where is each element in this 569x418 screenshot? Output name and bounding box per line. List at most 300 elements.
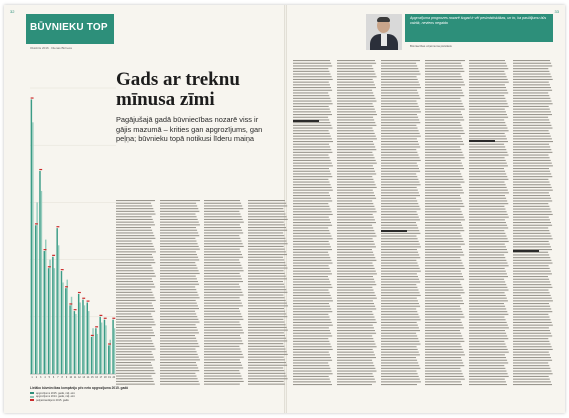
body-text-line (116, 241, 152, 242)
body-text-line (469, 241, 509, 242)
body-text-line (513, 65, 552, 66)
body-text-line (116, 357, 154, 358)
body-text-line (513, 381, 551, 382)
body-text-line (425, 333, 461, 334)
body-text-line (513, 271, 551, 272)
body-text-line (337, 122, 375, 123)
body-text-line (293, 225, 332, 226)
body-text-line (381, 111, 421, 112)
body-text-line (513, 327, 549, 328)
body-text-line (513, 146, 550, 147)
body-text-line (293, 284, 331, 285)
body-text-line (513, 311, 552, 312)
body-text-line (513, 292, 550, 293)
bar-2015 (65, 288, 66, 374)
body-text-line (469, 87, 506, 88)
body-text-line (337, 92, 373, 93)
body-text-line (381, 384, 417, 385)
body-text-line (513, 128, 553, 129)
body-text-line (513, 79, 553, 80)
body-text-line (116, 262, 155, 263)
body-text-line (116, 351, 152, 352)
body-text-line (469, 344, 506, 345)
body-text-line (425, 222, 461, 223)
body-text-line (293, 133, 330, 134)
body-text-line (425, 71, 464, 72)
body-text-line (469, 260, 506, 261)
body-text-line (248, 276, 286, 277)
body-text-line (425, 317, 465, 318)
bar-2015 (112, 320, 113, 374)
body-text-line (381, 335, 417, 336)
body-text-line (469, 79, 508, 80)
body-text-line (204, 251, 241, 252)
body-text-line (425, 184, 461, 185)
body-text-line (248, 289, 286, 290)
body-text-line (248, 308, 284, 309)
body-text-line (469, 98, 505, 99)
body-text-line (337, 79, 373, 80)
body-text-line (425, 352, 464, 353)
bar-2014 (88, 311, 89, 374)
body-text-line (248, 227, 286, 228)
body-text-line (248, 362, 286, 363)
body-text-line (160, 340, 197, 341)
body-text-line (381, 165, 418, 166)
body-text-line (337, 276, 373, 277)
body-text-line (160, 200, 200, 201)
body-text-line (204, 359, 240, 360)
body-text-line (381, 322, 417, 323)
body-text-line (425, 122, 460, 123)
body-text-line (381, 133, 420, 134)
body-text-line (513, 233, 550, 234)
body-text-line (381, 76, 417, 77)
body-text-line (160, 316, 197, 317)
body-text-line (469, 233, 505, 234)
body-text-line (381, 168, 419, 169)
body-text-line (116, 376, 152, 377)
body-text-line (337, 279, 374, 280)
body-text-line (337, 246, 376, 247)
tick-label: 17 (99, 376, 103, 379)
body-text-line (248, 384, 285, 385)
tick-label: 10 (69, 376, 73, 379)
bar-2014 (58, 245, 59, 374)
body-text-line (204, 357, 244, 358)
body-text-line (469, 284, 506, 285)
body-text-line (116, 297, 155, 298)
body-text-line (293, 236, 332, 237)
tick-label: 8 (61, 376, 63, 379)
body-text-line (160, 241, 197, 242)
body-text-line (116, 370, 154, 371)
body-text-line (160, 227, 196, 228)
body-text-line (425, 306, 460, 307)
body-text-line (293, 160, 331, 161)
body-text-line (337, 111, 376, 112)
body-text-line (469, 111, 506, 112)
body-text-line (469, 63, 506, 64)
body-text-line (513, 133, 550, 134)
body-text-line (469, 230, 504, 231)
body-text-line (425, 117, 463, 118)
body-text-line (381, 206, 419, 207)
body-text-line (204, 224, 240, 225)
bar-2015 (31, 99, 32, 374)
body-text-line (248, 370, 284, 371)
body-text-line (337, 133, 375, 134)
body-text-line (425, 87, 461, 88)
bar-2015 (35, 225, 36, 374)
body-text-line (425, 79, 463, 80)
bar-2015 (44, 251, 45, 374)
body-text-line (337, 179, 373, 180)
body-text-line (116, 222, 154, 223)
body-text-line (160, 268, 198, 269)
body-text-line (469, 317, 505, 318)
body-text-line (204, 338, 241, 339)
body-text-line (248, 303, 287, 304)
body-text-line (513, 211, 552, 212)
body-text-line (513, 122, 550, 123)
body-text-line (513, 368, 550, 369)
body-text-line (204, 297, 240, 298)
body-text-line (513, 144, 549, 145)
body-text-line (204, 340, 242, 341)
body-text-line (381, 225, 417, 226)
body-text-line (248, 265, 286, 266)
body-text-line (425, 125, 461, 126)
body-text-line (425, 246, 461, 247)
body-text-line (204, 332, 244, 333)
body-text-line (425, 176, 462, 177)
body-text-line (513, 168, 549, 169)
body-text-line (160, 362, 196, 363)
body-text-line (381, 306, 420, 307)
bar-2014 (97, 334, 98, 374)
body-text-line (248, 249, 285, 250)
body-text-line (248, 214, 286, 215)
body-text-line (204, 222, 244, 223)
body-text-line (469, 268, 505, 269)
body-text-line (248, 340, 287, 341)
body-text-line (248, 300, 286, 301)
body-text-line (425, 209, 461, 210)
body-text-line (116, 224, 155, 225)
bar-marker (112, 318, 115, 319)
body-text-line (469, 265, 509, 266)
body-text-line (381, 279, 419, 280)
body-text-line (469, 165, 508, 166)
body-text-line (293, 263, 333, 264)
body-text-line (469, 254, 504, 255)
body-text-line (469, 335, 507, 336)
body-text-line (469, 225, 507, 226)
body-text-line (469, 122, 505, 123)
body-text-line (381, 195, 420, 196)
body-text-line (425, 206, 464, 207)
body-text-line (513, 176, 552, 177)
body-text-line (204, 319, 243, 320)
body-text-line (337, 338, 373, 339)
body-text-line (425, 63, 461, 64)
body-text-line (337, 376, 374, 377)
body-text-line (381, 90, 417, 91)
body-text-line (381, 98, 420, 99)
body-text-line (293, 128, 333, 129)
body-text-line (337, 146, 375, 147)
body-text-line (293, 176, 332, 177)
body-text-line (425, 149, 461, 150)
body-text-line (425, 238, 463, 239)
body-text-line (204, 292, 242, 293)
body-text-line (381, 130, 419, 131)
body-text-line (513, 198, 551, 199)
body-text-line (160, 243, 198, 244)
body-text-line (513, 238, 553, 239)
body-text-line (293, 217, 329, 218)
body-text-line (469, 168, 504, 169)
body-text-line (469, 217, 509, 218)
body-text-line (381, 319, 421, 320)
body-text-line (337, 354, 375, 355)
body-text-line (381, 371, 417, 372)
body-text-line (381, 300, 418, 301)
body-text-line (160, 338, 196, 339)
body-text-line (293, 82, 329, 83)
body-text-line (337, 71, 374, 72)
body-text-line (513, 101, 552, 102)
article-lead: Pagājušajā gadā būvniecības nozarē viss ir gājis mazumā – krities gan apgrozījums, gan peļņa; būvnieku topā notikusi līderu maiņa (116, 115, 263, 144)
body-text-line (513, 362, 548, 363)
body-text-line (116, 332, 154, 333)
body-text-line (337, 225, 372, 226)
body-text-line (425, 211, 462, 212)
body-text-line (293, 103, 333, 104)
bar-2014 (79, 303, 80, 375)
body-text-line (337, 206, 374, 207)
body-text-line (513, 379, 550, 380)
bar-2015 (61, 271, 62, 374)
bar-2015 (99, 317, 100, 374)
body-text-line (469, 236, 507, 237)
body-text-line (204, 249, 240, 250)
body-text-line (513, 335, 552, 336)
body-text-line (248, 381, 284, 382)
body-text-line (337, 300, 373, 301)
legend-label: apgrozījums 2014. gadā, milj. eiro (36, 395, 75, 399)
body-text-line (160, 208, 198, 209)
bar-marker (65, 286, 68, 287)
body-text-line (248, 251, 286, 252)
bar-marker (95, 326, 98, 327)
body-text-line (337, 362, 373, 363)
body-text-line (293, 141, 333, 142)
body-text-line (337, 141, 373, 142)
body-text-line (248, 332, 284, 333)
body-text-line (513, 63, 551, 64)
body-text-line (425, 381, 461, 382)
body-text-line (469, 381, 506, 382)
body-text-line (469, 117, 508, 118)
body-text-line (293, 376, 329, 377)
body-text-line (337, 136, 376, 137)
body-text-line (425, 163, 462, 164)
body-text-line (116, 235, 154, 236)
body-text-line (425, 298, 462, 299)
body-text-line (337, 168, 374, 169)
legend-swatch (30, 399, 34, 401)
body-text-line (293, 352, 329, 353)
body-text-line (293, 98, 330, 99)
body-text-line (337, 287, 372, 288)
body-text-line (381, 198, 416, 199)
body-text-line (425, 273, 462, 274)
body-text-line (381, 74, 421, 75)
body-text-line (160, 278, 197, 279)
bar-2014 (101, 323, 102, 374)
body-text-line (293, 114, 332, 115)
body-text-line (469, 133, 505, 134)
body-text-line (116, 343, 153, 344)
body-text-line (425, 354, 465, 355)
body-text-line (425, 360, 462, 361)
body-text-line (116, 373, 155, 374)
body-text-line (513, 71, 549, 72)
body-text-line (204, 354, 243, 355)
body-text-line (513, 82, 549, 83)
body-text-line (248, 376, 287, 377)
body-text-line (248, 222, 284, 223)
body-text-line (248, 335, 285, 336)
body-text-line (293, 60, 330, 61)
body-text-line (513, 246, 551, 247)
body-text-line (513, 295, 551, 296)
body-text-line (381, 92, 418, 93)
body-text-line (381, 163, 417, 164)
body-text-line (116, 243, 153, 244)
body-text-line (469, 65, 507, 66)
body-text-line (337, 290, 374, 291)
bar-2014 (105, 325, 106, 374)
body-text-line (248, 246, 284, 247)
tick-label: 5 (48, 376, 50, 379)
body-text-line (381, 263, 418, 264)
body-text-line (116, 273, 155, 274)
body-text-line (293, 357, 331, 358)
body-text-line (160, 311, 195, 312)
bar-2014 (32, 122, 33, 374)
body-text-line (248, 292, 287, 293)
body-text-line (116, 281, 153, 282)
body-text-line (513, 260, 551, 261)
body-text-line (469, 157, 505, 158)
body-text-line (469, 290, 509, 291)
body-text-line (116, 211, 154, 212)
body-text-line (425, 195, 460, 196)
body-text-line (293, 268, 330, 269)
body-text-line (513, 371, 552, 372)
body-text-line (513, 76, 552, 77)
body-text-line (116, 257, 153, 258)
body-text-line (160, 230, 197, 231)
body-text-line (337, 214, 373, 215)
body-text-line (116, 346, 154, 347)
body-text-line (381, 95, 419, 96)
bar-marker (35, 223, 38, 224)
body-text-line (425, 138, 462, 139)
body-text-line (293, 346, 332, 347)
body-text-line (204, 308, 239, 309)
body-text-line (381, 128, 418, 129)
body-text-line (337, 173, 376, 174)
body-text-line (469, 246, 506, 247)
body-text-line (337, 160, 376, 161)
body-text-line (248, 354, 288, 355)
body-text-line (469, 198, 506, 199)
body-text-line (293, 84, 330, 85)
section-title: BŪVNIEKU TOP (30, 22, 108, 33)
body-text-line (425, 200, 462, 201)
body-text-line (116, 227, 151, 228)
body-text-line (381, 344, 421, 345)
body-text-line (469, 365, 504, 366)
body-text-line (381, 146, 420, 147)
body-text-line (381, 84, 420, 85)
body-text-line (293, 90, 332, 91)
body-text-line (513, 74, 551, 75)
body-text-line (293, 365, 329, 366)
body-text-line (160, 373, 195, 374)
body-text-line (381, 281, 420, 282)
body-text-line (469, 114, 507, 115)
body-text-line (116, 232, 153, 233)
body-text-line (513, 263, 553, 264)
body-text-line (469, 281, 505, 282)
body-text-line (116, 286, 155, 287)
body-text-line (513, 298, 552, 299)
quote-author: Būvniecības uzņēmuma pārstāvis (410, 44, 452, 48)
bar-2014 (62, 282, 63, 374)
body-text-line (513, 117, 548, 118)
body-text-line (160, 276, 196, 277)
body-text-line (469, 238, 508, 239)
body-text-line (204, 259, 239, 260)
body-text-line (425, 179, 463, 180)
body-text-line (116, 367, 153, 368)
body-text-line (337, 82, 374, 83)
body-text-line (248, 200, 285, 201)
bar-2015 (56, 228, 57, 374)
body-text-line (337, 314, 373, 315)
body-text-line (204, 367, 243, 368)
body-text-line (469, 319, 506, 320)
body-text-line (469, 92, 508, 93)
bar-2014 (114, 328, 115, 374)
body-text-line (293, 233, 330, 234)
body-text-line (293, 111, 331, 112)
body-text-line (381, 149, 416, 150)
body-text-line (425, 92, 463, 93)
body-text-line (293, 292, 330, 293)
body-text-line (513, 352, 549, 353)
tick-label: 1 (31, 376, 33, 379)
body-text-line (204, 254, 242, 255)
body-text-line (513, 276, 548, 277)
body-text-line (204, 214, 241, 215)
body-text-line (293, 206, 329, 207)
